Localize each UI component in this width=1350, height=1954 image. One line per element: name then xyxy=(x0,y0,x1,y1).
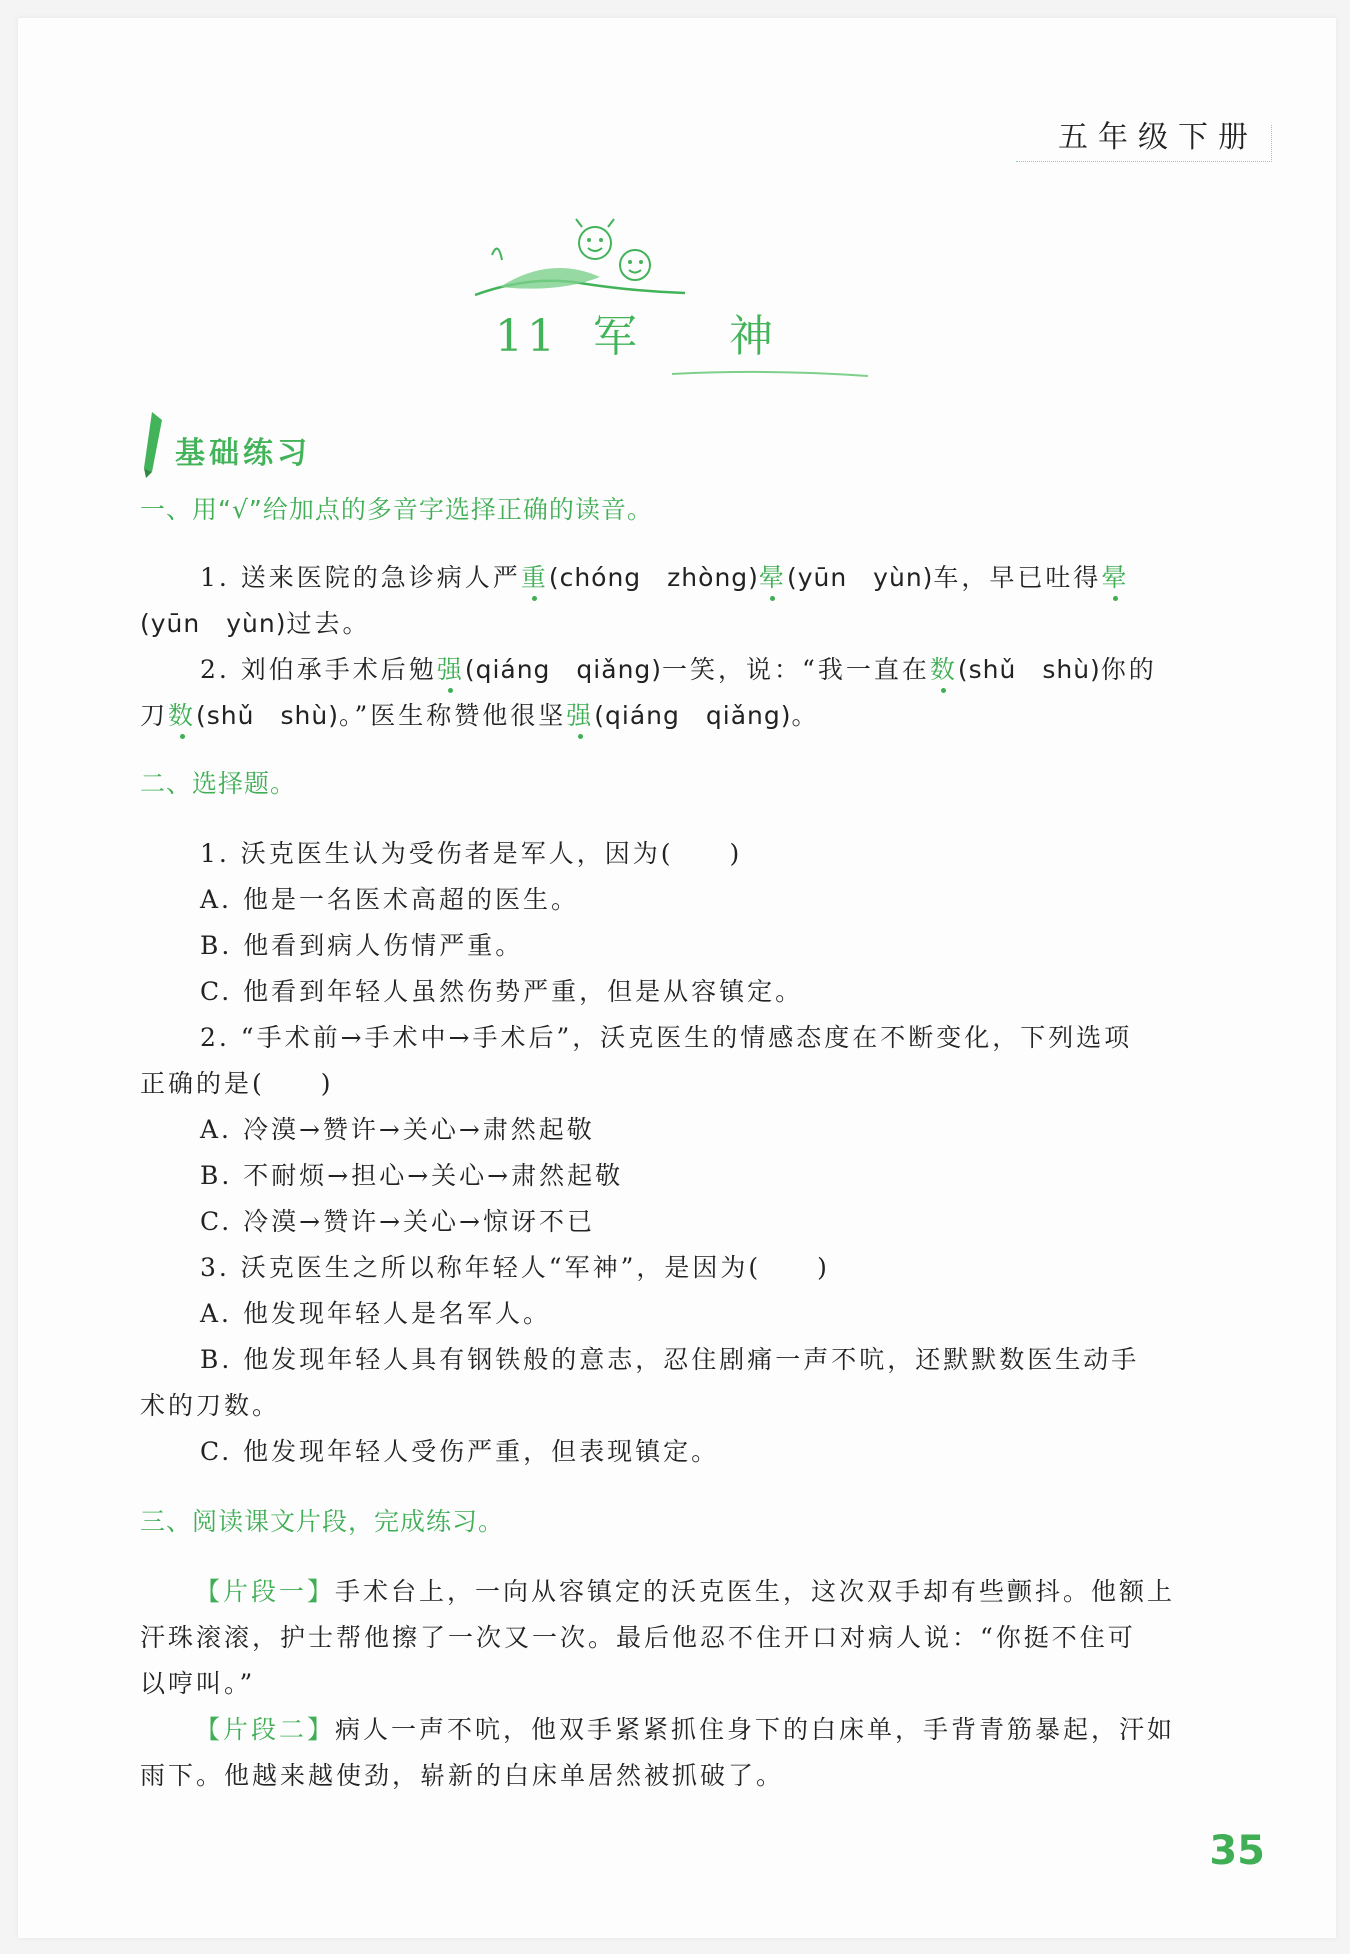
page-number: 35 xyxy=(1209,1828,1265,1874)
q2-s1: 1. 沃克医生认为受伤者是军人，因为( ) xyxy=(200,839,743,868)
pen-icon xyxy=(138,410,166,480)
passage2-line2: 雨下。他越来越使劲，崭新的白床单居然被抓破了。 xyxy=(140,1761,785,1790)
q2-s1-option-a[interactable]: A. 他是一名医术高超的医生。 xyxy=(200,885,579,914)
text: 。 xyxy=(791,701,820,730)
passage-tag: 【片段一】 xyxy=(195,1577,336,1606)
dotted-char: 晕 xyxy=(1101,563,1130,592)
dotted-char: 重 xyxy=(520,563,549,592)
pinyin-options[interactable]: (chóng zhòng) xyxy=(548,563,759,592)
dotted-char: 强 xyxy=(566,701,595,730)
q3-heading: 三、阅读课文片段，完成练习。 xyxy=(140,1507,505,1536)
pinyin-options[interactable]: (shǔ shù) xyxy=(957,655,1101,684)
q2-s2: 2. “手术前→手术中→手术后”，沃克医生的情感态度在不断变化，下列选项 xyxy=(200,1023,1133,1052)
text: 车，早已吐得 xyxy=(933,563,1102,592)
q2-s3-option-a[interactable]: A. 他发现年轻人是名军人。 xyxy=(200,1299,551,1328)
kids-illustration xyxy=(470,215,690,305)
q2-s3-option-c[interactable]: C. 他发现年轻人受伤严重，但表现镇定。 xyxy=(200,1437,720,1466)
q2-s3: 3. 沃克医生之所以称年轻人“军神”，是因为( ) xyxy=(200,1253,830,1282)
text: 刀 xyxy=(140,701,169,730)
passage1-line2: 汗珠滚滚，护士帮他擦了一次又一次。最后他忍不住开口对病人说：“你挺不住可 xyxy=(140,1623,1136,1652)
q1-heading: 一、用“√”给加点的多音字选择正确的读音。 xyxy=(140,495,653,524)
text: 过去。 xyxy=(286,609,371,638)
q1-item1-line1 xyxy=(200,558,1129,594)
text: 你的 xyxy=(1100,655,1157,684)
q2-s2-cont: 正确的是( ) xyxy=(140,1069,334,1098)
q1-item2-line1 xyxy=(200,650,1157,686)
pinyin-options[interactable]: (qiáng qiǎng) xyxy=(594,701,792,730)
dotted-char: 强 xyxy=(436,655,465,684)
pinyin-options[interactable]: (shǔ shù) xyxy=(196,701,339,730)
pinyin-options[interactable]: (yūn yùn) xyxy=(140,609,287,638)
q1-item2-line2 xyxy=(140,696,820,732)
q2-s2-option-c[interactable]: C. 冷漠→赞许→关心→惊讶不已 xyxy=(200,1207,595,1236)
q2-s2-option-a[interactable]: A. 冷漠→赞许→关心→肃然起敬 xyxy=(200,1115,595,1144)
passage-tag: 【片段二】 xyxy=(195,1715,336,1744)
q2-s1-option-c[interactable]: C. 他看到年轻人虽然伤势严重，但是从容镇定。 xyxy=(200,977,804,1006)
q2-s3-option-b[interactable]: B. 他发现年轻人具有钢铁般的意志，忍住剧痛一声不吭，还默默数医生动手 xyxy=(200,1345,1140,1374)
title-underline xyxy=(670,368,870,380)
passage1-line3: 以哼叫。” xyxy=(140,1669,256,1698)
text: 手术台上，一向从容镇定的沃克医生，这次双手却有些颤抖。他额上 xyxy=(335,1577,1176,1606)
q2-s3-option-b-cont: 术的刀数。 xyxy=(140,1391,281,1420)
text: 病人一声不吭，他双手紧紧抓住身下的白床单，手背青筋暴起，汗如 xyxy=(335,1715,1176,1744)
lesson-number: 11 xyxy=(495,311,559,362)
pinyin-options[interactable]: (yūn yùn) xyxy=(786,563,934,592)
text: 2. 刘伯承手术后勉 xyxy=(200,655,437,684)
text: 。”医生称赞他很坚 xyxy=(338,701,567,730)
q2-heading: 二、选择题。 xyxy=(140,769,297,798)
dotted-char: 数 xyxy=(929,655,958,684)
passage2-line1 xyxy=(195,1710,1175,1746)
pinyin-options[interactable]: (qiáng qiǎng) xyxy=(464,655,663,684)
grade-label: 五年级下册 xyxy=(1058,120,1258,155)
q2-s2-option-b[interactable]: B. 不耐烦→担心→关心→肃然起敬 xyxy=(200,1161,624,1190)
lesson-char-1: 军 xyxy=(593,311,641,362)
text: 一笑，说：“我一直在 xyxy=(662,655,930,684)
section-title: 基础练习 xyxy=(175,436,311,471)
q1-item1-line2 xyxy=(140,604,371,640)
dotted-char: 数 xyxy=(168,701,197,730)
q2-s1-option-b[interactable]: B. 他看到病人伤情严重。 xyxy=(200,931,524,960)
dotted-char: 晕 xyxy=(758,563,787,592)
lesson-title xyxy=(495,300,777,364)
lesson-char-2: 神 xyxy=(729,311,777,362)
passage1-line1 xyxy=(195,1572,1175,1608)
text: 1. 送来医院的急诊病人严 xyxy=(200,563,521,592)
